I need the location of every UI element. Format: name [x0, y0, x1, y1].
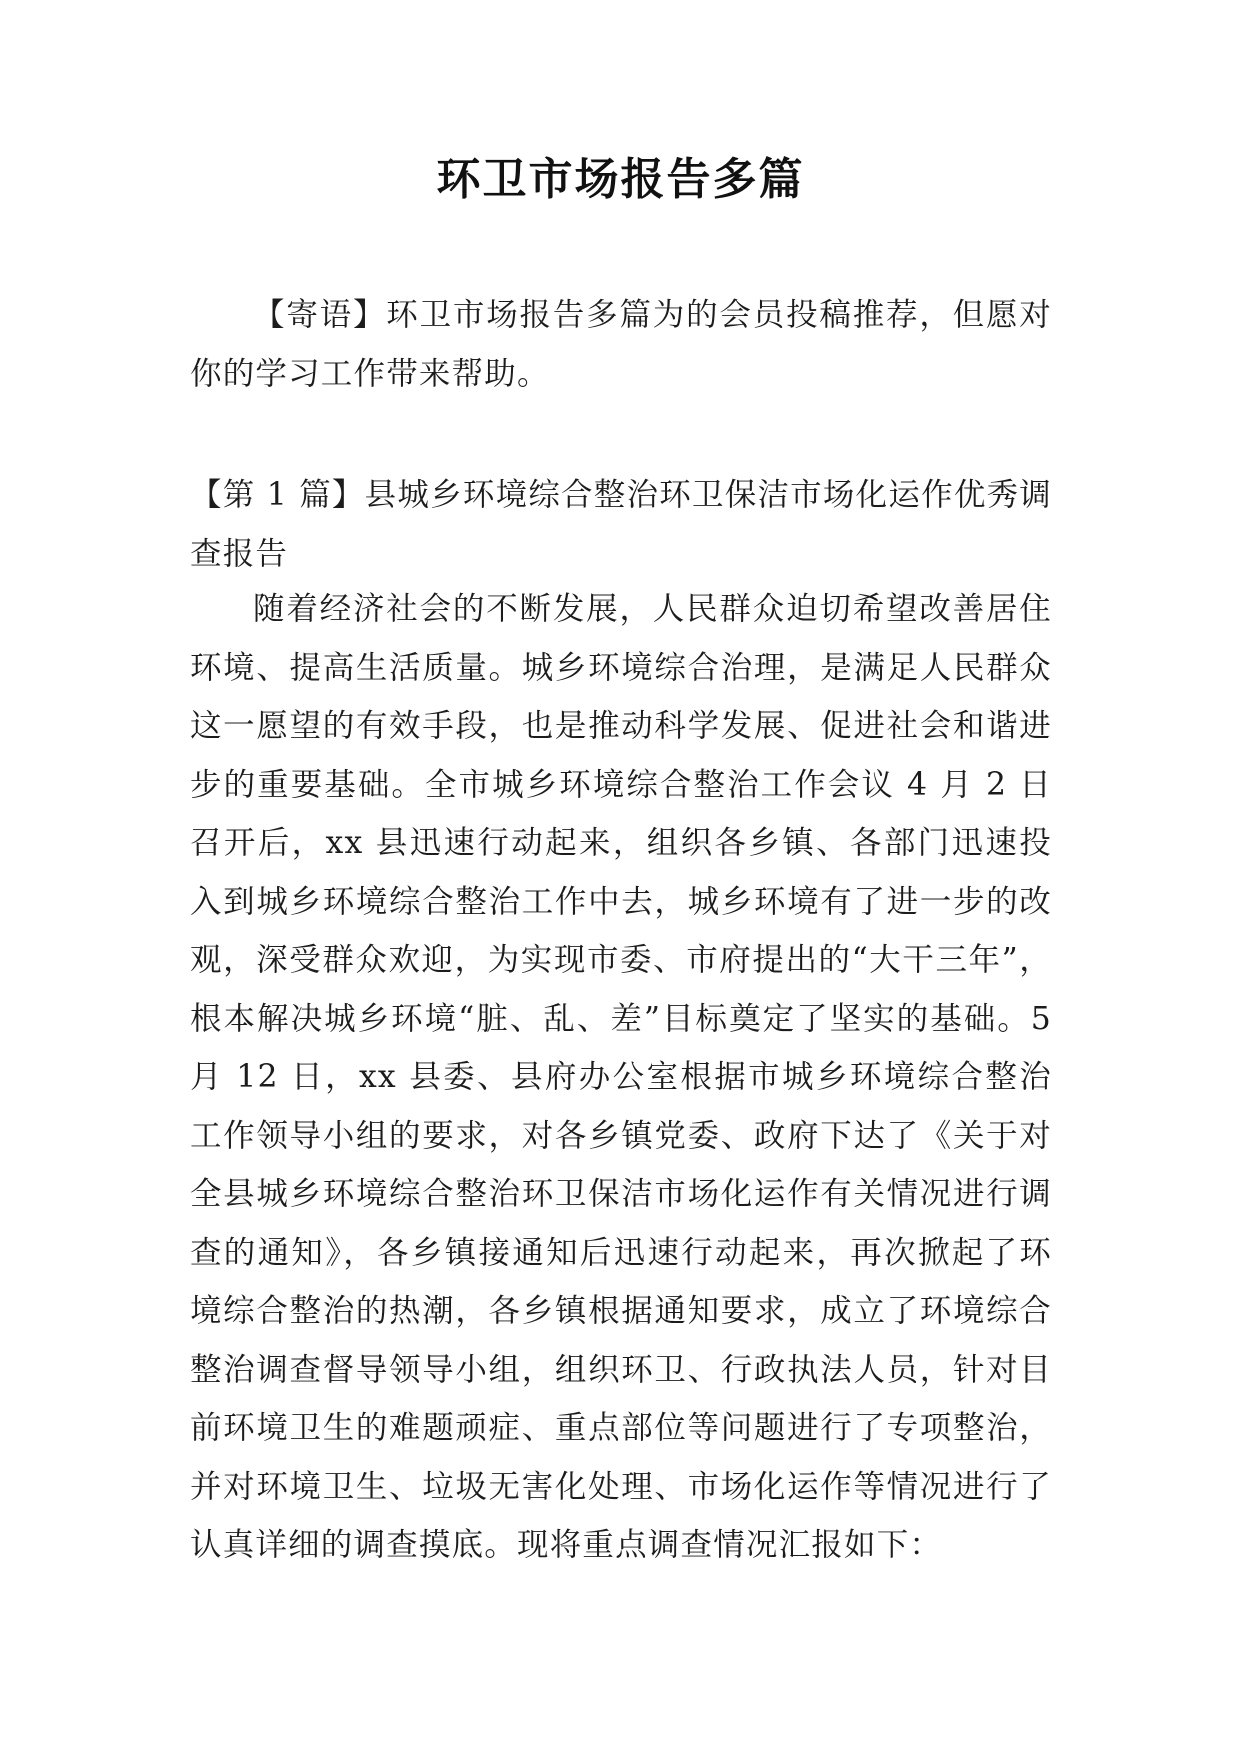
intro-paragraph: 【寄语】环卫市场报告多篇为的会员投稿推荐，但愿对你的学习工作带来帮助。	[190, 297, 1052, 392]
document-title: 环卫市场报告多篇	[436, 154, 805, 205]
body-paragraph: 随着经济社会的不断发展，人民群众迫切希望改善居住环境、提高生活质量。城乡环境综合治理，是满足人民群众这一愿望的有效手段，也是推动科学发展、促进社会和谐进步的重要基础。全市城乡环境综合整治工作会议 4 月 2 日召开后，xx 县迅速行动起来，组织各乡镇、各部门迅速投入到城乡环境综合整治工作中去，城乡环境有了进一步的改观，深受群众欢迎，为实现市委、市府提出的“大干三年”， 根本解决城乡环境“脏、乱、差”目标奠定了坚实的基础。5 月 12 日，xx 县委、县府办公室根据市城乡环境综合整治工作领导小组的要求，对各乡镇党委、政府下达了《关于对全县城乡环境综合整治环卫保洁市场化运作有关情况进行调查的通知》，各乡镇接通知后迅速行动起来，再次掀起了环境综合整治的热潮，各乡镇根据通知要求，成立了环境综合整治调查督导领导小组，组织环卫、行政执法人员，针对目前环境卫生的难题顽症、重点部位等问题进行了专项整治，并对环境卫生、垃圾无害化处理、市场化运作等情况进行了认真详细的调查摸底。现将重点调查情况汇报如下：	[190, 591, 1052, 1563]
section-heading: 【第 1 篇】县城乡环境综合整治环卫保洁市场化运作优秀调查报告	[190, 477, 1052, 572]
